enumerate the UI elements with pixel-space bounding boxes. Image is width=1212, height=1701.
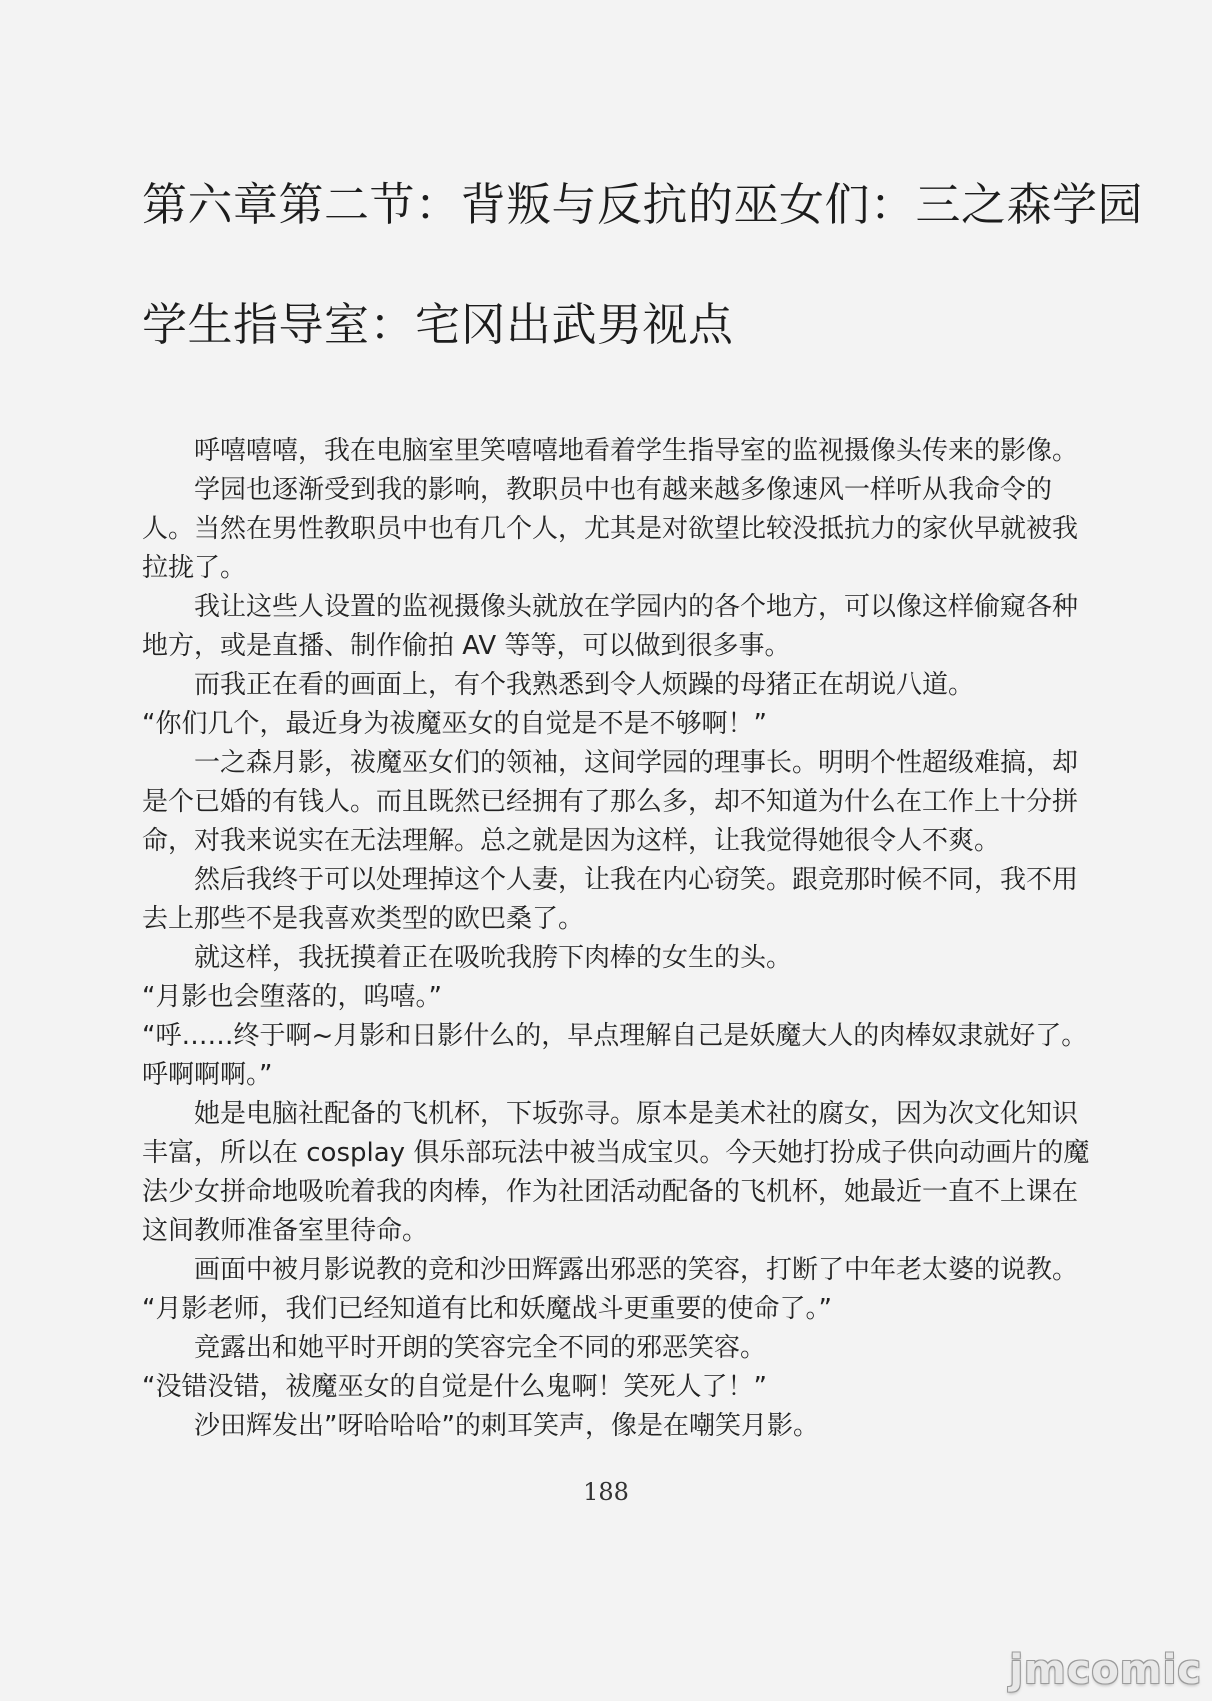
page-number: 188	[583, 1478, 629, 1506]
paragraph: 学园也逐渐受到我的影响，教职员中也有越来越多像速风一样听从我命令的人。当然在男性教职员中也有几个人，尤其是对欲望比较没抵抗力的家伙早就被我拉拢了。	[142, 475, 1079, 583]
paragraph: “月影也会堕落的，呜嘻。”	[142, 982, 442, 1012]
paragraph: 画面中被月影说教的竞和沙田辉露出邪恶的笑容，打断了中年老太婆的说教。	[194, 1255, 1079, 1285]
paragraph: 呼嘻嘻嘻，我在电脑室里笑嘻嘻地看着学生指导室的监视摄像头传来的影像。	[194, 436, 1079, 466]
paragraph: 我让这些人设置的监视摄像头就放在学园内的各个地方，可以像这样偷窥各种地方，或是直播、制作偷拍 AV 等等，可以做到很多事。	[142, 592, 1079, 661]
paragraph: 沙田辉发出”呀哈哈哈”的刺耳笑声，像是在嘲笑月影。	[194, 1411, 819, 1441]
body-text	[142, 432, 1090, 1446]
watermark-logo: jmcomic	[1009, 1647, 1202, 1693]
paragraph: 她是电脑社配备的飞机杯，下坂弥寻。原本是美术社的腐女，因为次文化知识丰富，所以在 cosplay 俱乐部玩法中被当成宝贝。今天她打扮成子供向动画片的魔法少女拼命地吸吮着我的肉棒，作为社团活动配备的飞机杯，她最近一直不上课在这间教师准备室里待命。	[142, 1099, 1090, 1246]
chapter-title-line-1: 第六章第二节：背叛与反抗的巫女们：三之森学园	[142, 178, 1144, 231]
paragraph: “呼……终于啊~月影和日影什么的，早点理解自己是妖魔大人的肉棒奴隶就好了。呼啊啊啊。”	[142, 1021, 1088, 1090]
paragraph: 就这样，我抚摸着正在吸吮我胯下肉棒的女生的头。	[194, 943, 793, 973]
paragraph: “没错没错，祓魔巫女的自觉是什么鬼啊！笑死人了！”	[142, 1372, 767, 1402]
paragraph: 竞露出和她平时开朗的笑容完全不同的邪恶笑容。	[194, 1333, 767, 1363]
paragraph: “你们几个，最近身为祓魔巫女的自觉是不是不够啊！”	[142, 709, 767, 739]
paragraph: 而我正在看的画面上，有个我熟悉到令人烦躁的母猪正在胡说八道。	[194, 670, 975, 700]
chapter-title-line-2: 学生指导室：宅冈出武男视点	[142, 298, 734, 351]
paragraph: 一之森月影，祓魔巫女们的领袖，这间学园的理事长。明明个性超级难搞，却是个已婚的有钱人。而且既然已经拥有了那么多，却不知道为什么在工作上十分拼命，对我来说实在无法理解。总之就是因为这样，让我觉得她很令人不爽。	[142, 748, 1079, 856]
paragraph: 然后我终于可以处理掉这个人妻，让我在内心窃笑。跟竞那时候不同，我不用去上那些不是我喜欢类型的欧巴桑了。	[142, 865, 1079, 934]
paragraph: “月影老师，我们已经知道有比和妖魔战斗更重要的使命了。”	[142, 1294, 832, 1324]
